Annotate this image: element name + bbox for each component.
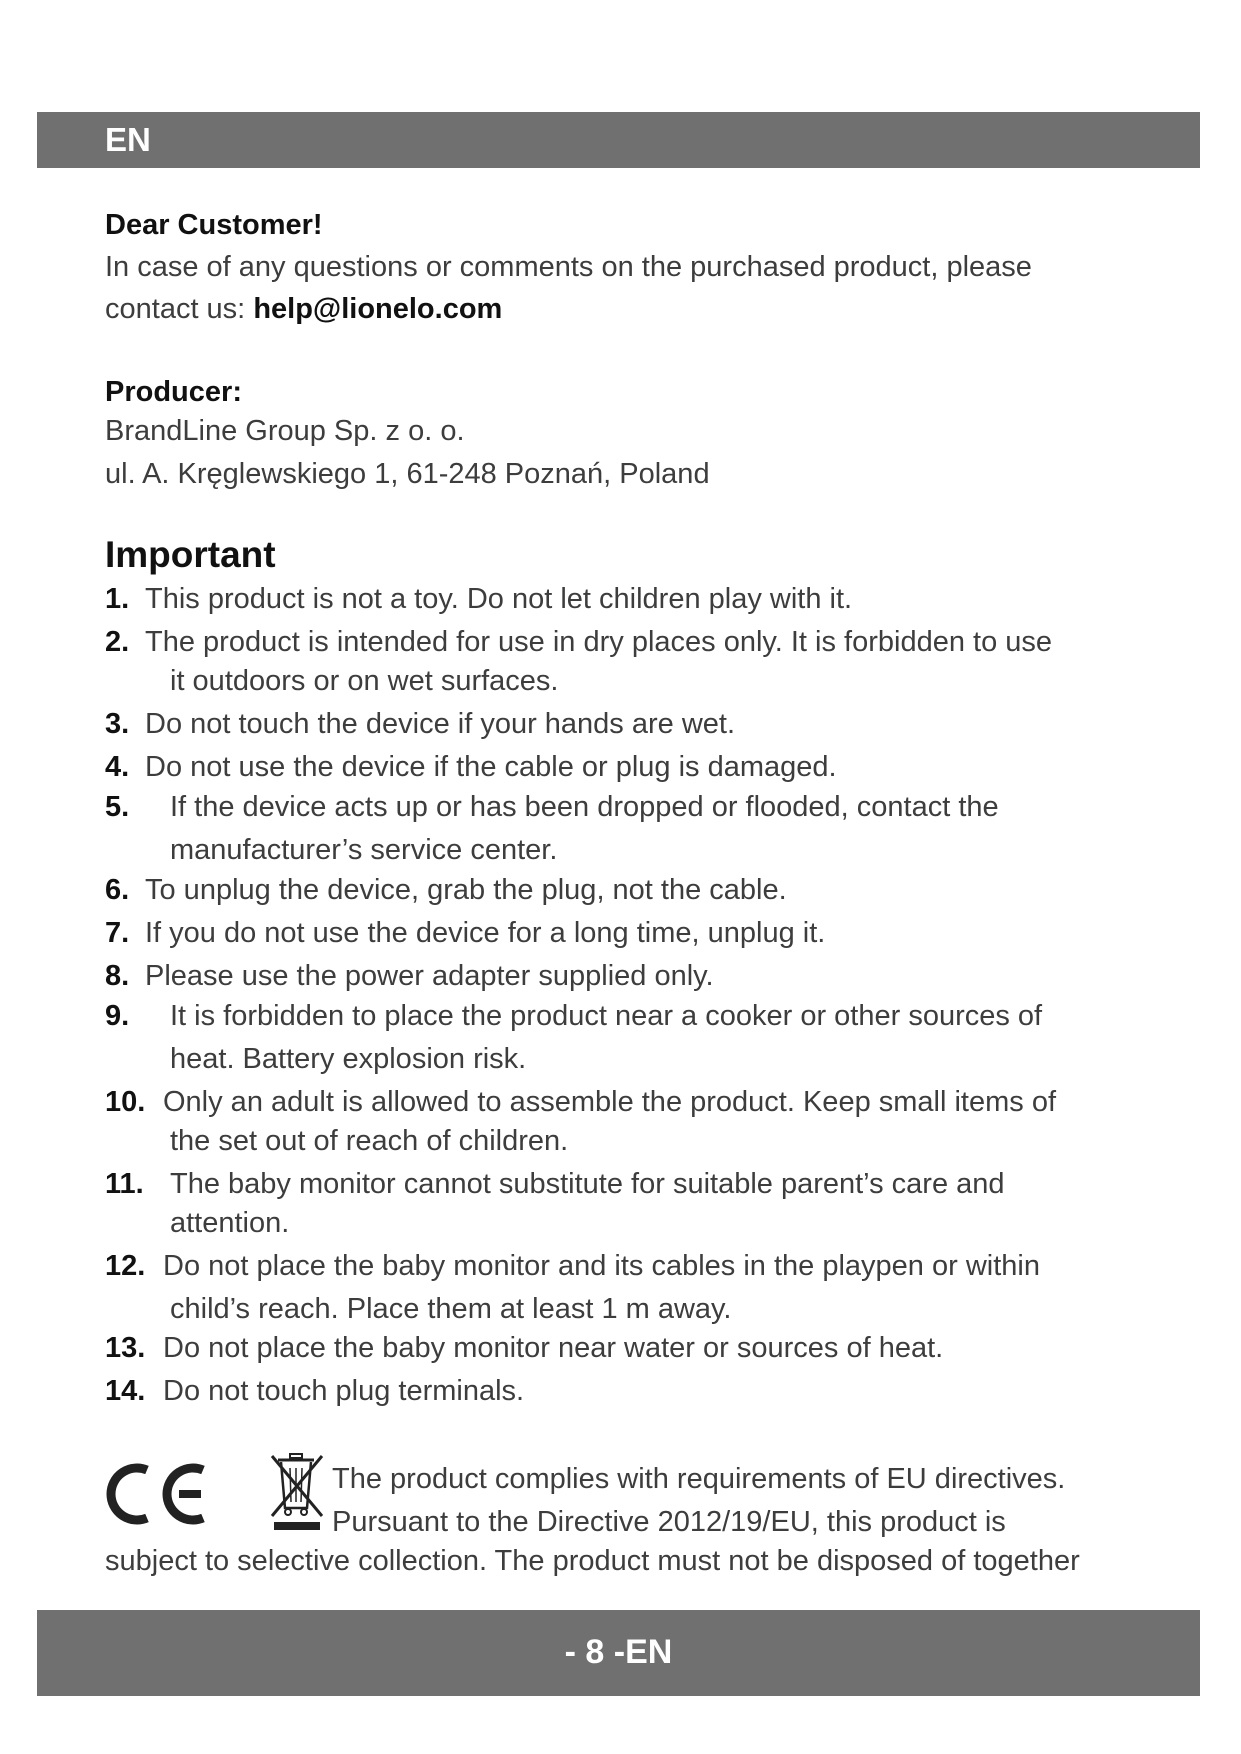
list-item-text: attention. [170,1207,290,1239]
producer-name: BrandLine Group Sp. z o. o. [105,415,465,447]
item-number: 13. [105,1332,146,1364]
language-label: EN [105,121,151,158]
producer-address: ul. A. Kręglewskiego 1, 61-248 Poznań, Poland [105,458,710,490]
list-item-text: Do not use the device if the cable or plug is damaged. [145,751,837,783]
list-item-text: It is forbidden to place the product near a cooker or other sources of [170,1000,1043,1032]
list-item-text: If you do not use the device for a long time, unplug it. [145,917,826,949]
greeting-line-1: In case of any questions or comments on the purchased product, please [105,251,1032,283]
item-number: 7. [105,917,130,949]
item-number: 4. [105,751,130,783]
item-number: 6. [105,874,130,906]
list-item-text: Only an adult is allowed to assemble the product. Keep small items of [163,1086,1057,1118]
top-header-bar [37,112,1200,168]
list-item-text: manufacturer’s service center. [170,834,558,866]
list-item-text: the set out of reach of children. [170,1125,569,1157]
ce-mark-icon [103,1462,213,1526]
list-item-text: Do not place the baby monitor and its cables in the playpen or within [163,1250,1040,1282]
list-item-text: This product is not a toy. Do not let children play with it. [145,583,853,615]
item-number: 11. [105,1168,144,1200]
item-number: 3. [105,708,130,740]
list-item-text: The product is intended for use in dry places only. It is forbidden to use [145,626,1053,658]
list-item-text: Do not place the baby monitor near water or sources of heat. [163,1332,944,1364]
list-item-text: child’s reach. Place them at least 1 m away. [170,1293,732,1325]
weee-bin-icon [268,1452,326,1532]
page-number: - 8 -EN [564,1633,673,1671]
item-number: 8. [105,960,130,992]
producer-title: Producer: [105,376,242,408]
compliance-line-2: Pursuant to the Directive 2012/19/EU, this product is [332,1506,1006,1538]
greeting-line-2 [105,292,502,326]
item-number: 5. [105,791,130,823]
item-number: 1. [105,583,130,615]
item-number: 14. [105,1375,146,1407]
list-item-text: Please use the power adapter supplied only. [145,960,714,992]
item-number: 12. [105,1250,146,1282]
item-number: 9. [105,1000,130,1032]
item-number: 2. [105,626,130,658]
list-item-text: To unplug the device, grab the plug, not the cable. [145,874,787,906]
list-item-text: Do not touch plug terminals. [163,1375,525,1407]
list-item-text: Do not touch the device if your hands are wet. [145,708,736,740]
compliance-line-3: subject to selective collection. The product must not be disposed of together [105,1545,1080,1577]
list-item-text: it outdoors or on wet surfaces. [170,665,559,697]
support-email-link[interactable]: help@lionelo.com [253,293,503,325]
list-item-text: The baby monitor cannot substitute for suitable parent’s care and [170,1168,1005,1200]
greeting-title: Dear Customer! [105,209,323,241]
list-item-text: heat. Battery explosion risk. [170,1043,527,1075]
item-number: 10. [105,1086,146,1118]
compliance-line-1: The product complies with requirements of EU directives. [332,1463,1066,1495]
list-item-text: If the device acts up or has been dropped or flooded, contact the [170,791,999,823]
important-heading: Important [105,534,276,575]
footer-bar [37,1610,1200,1696]
contact-prefix: contact us: [105,293,254,325]
